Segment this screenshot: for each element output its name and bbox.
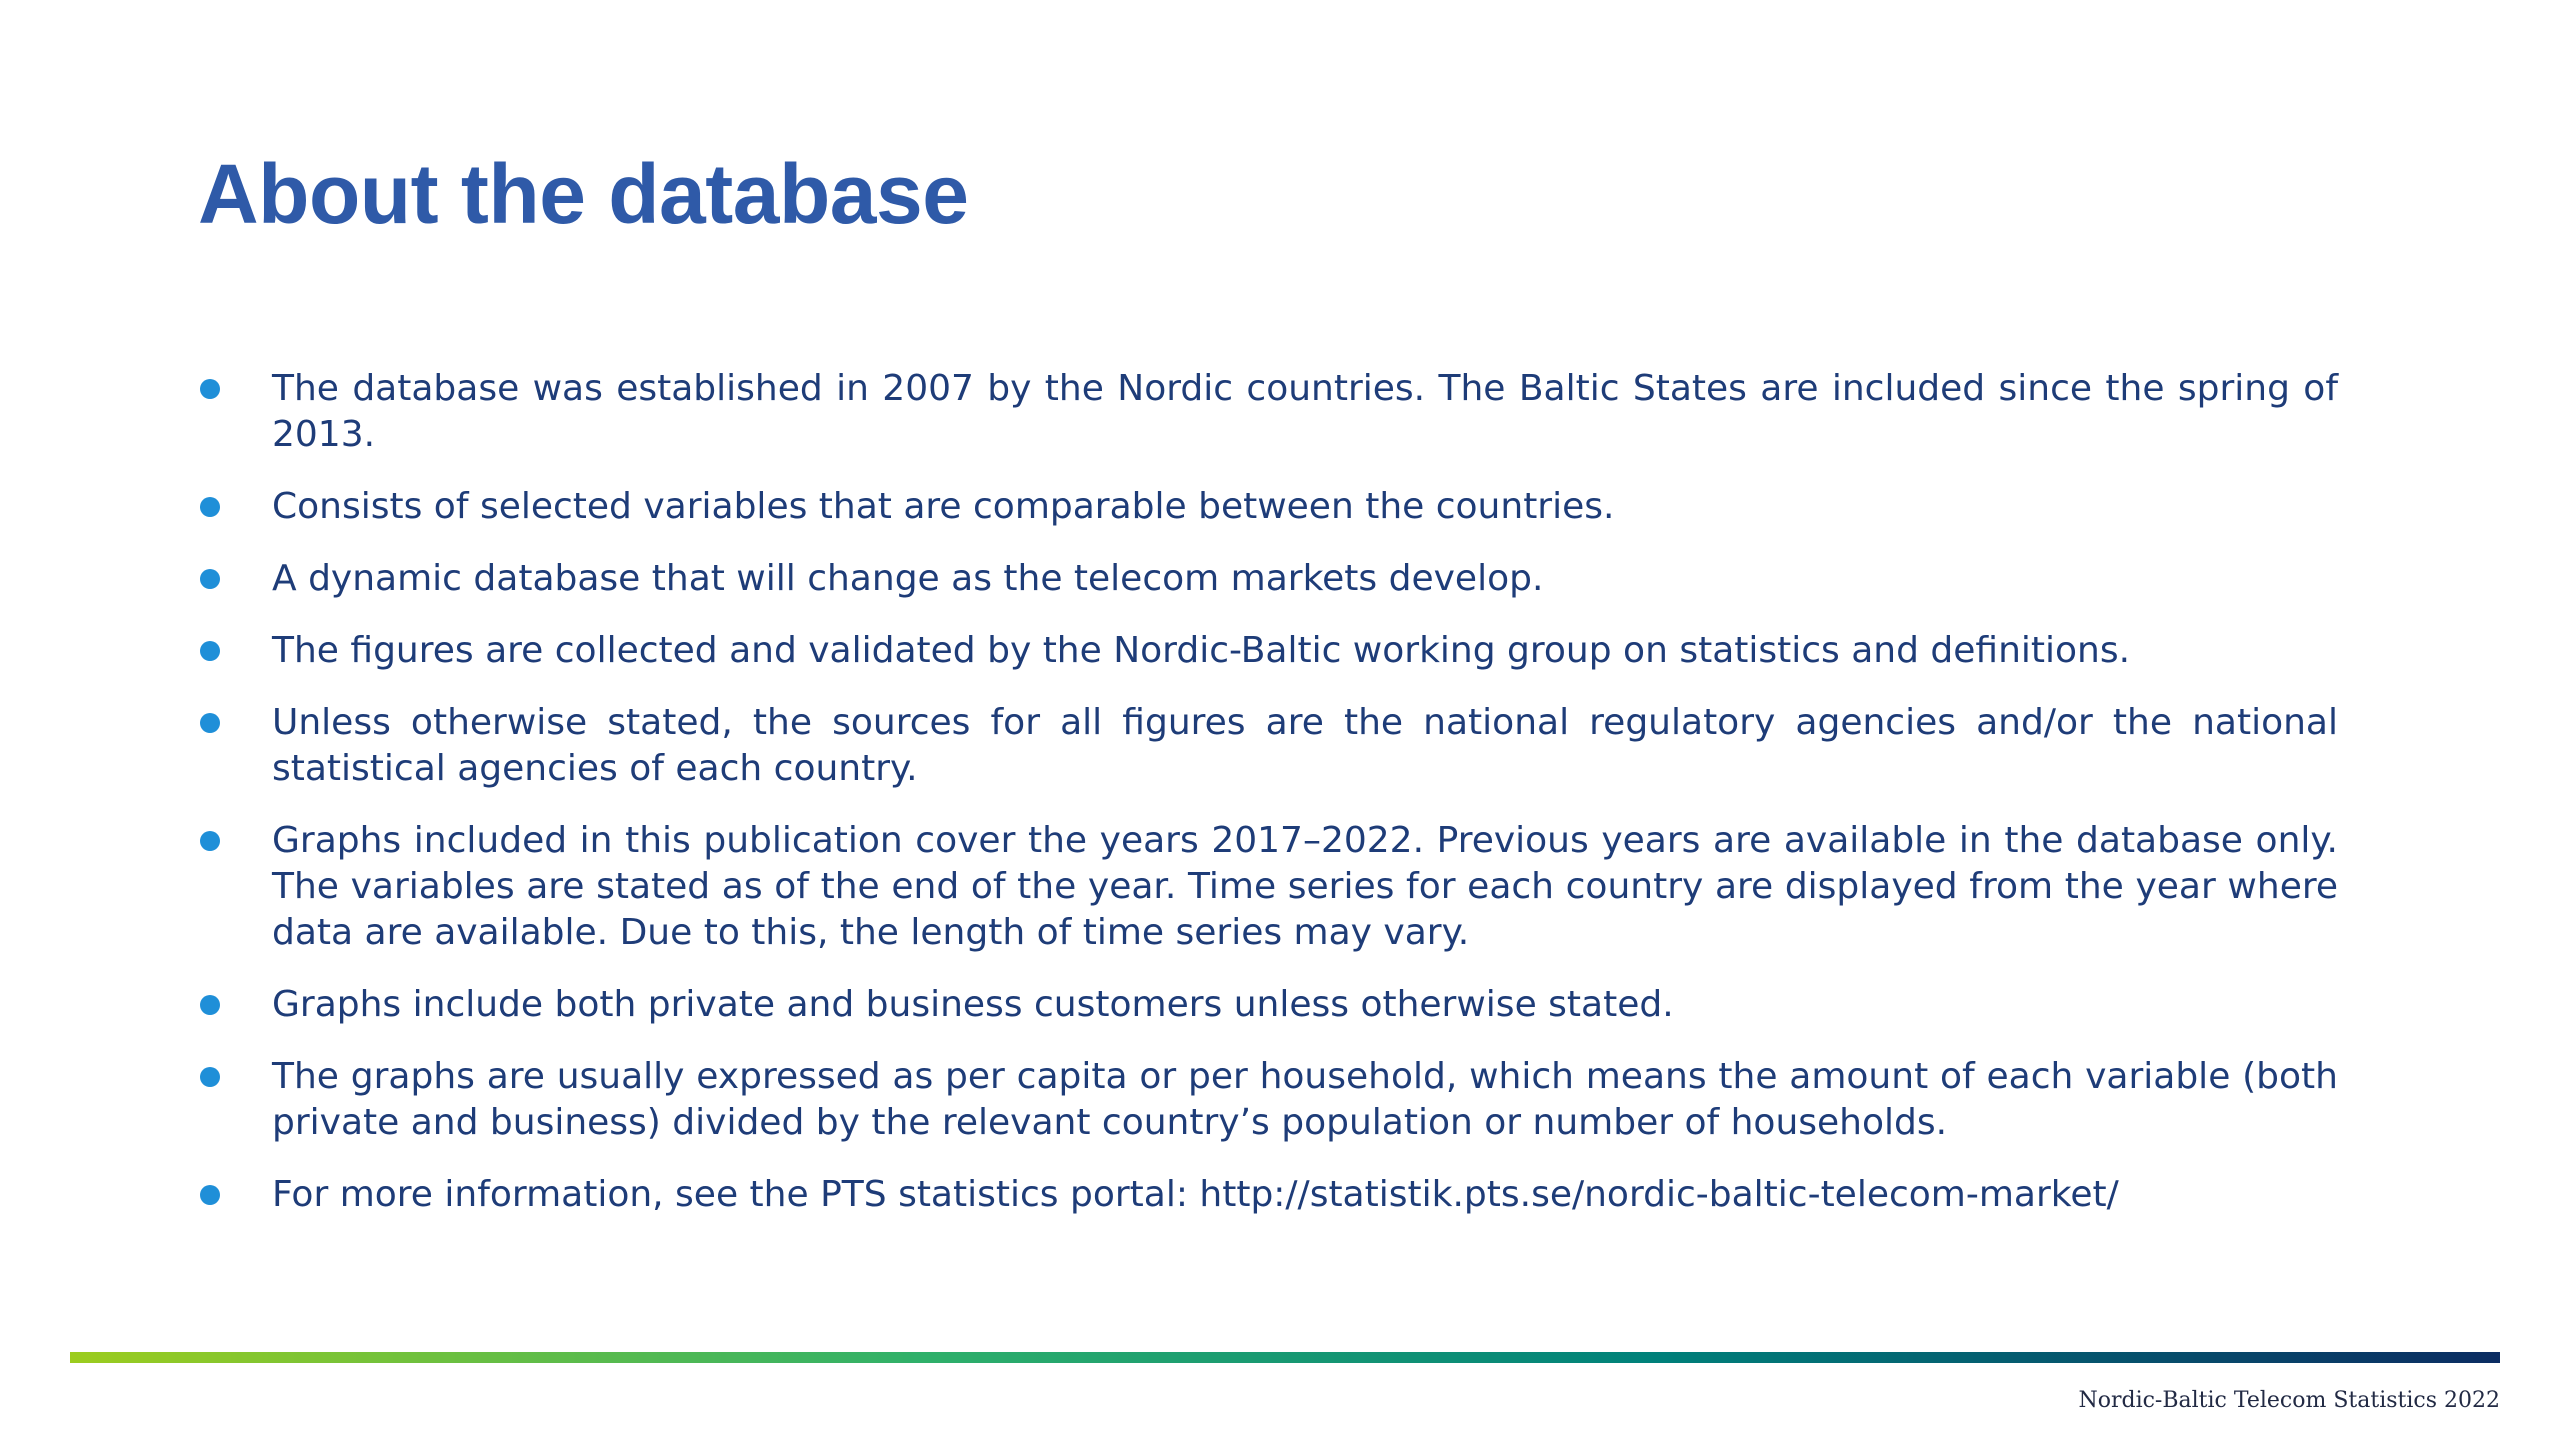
bullet-text: For more information, see the PTS statistics portal: http://statistik.pts.se/nordic-baltic-telecom-market/ — [272, 1174, 2119, 1215]
bullet-text: Graphs included in this publication cover the years 2017–2022. Previous years are available in the database only. The variables are stated as of the end of the year. Time series for each country are displayed from the year where data are available. Due to this, the length of time series may vary. — [272, 820, 2338, 953]
page-title: About the database — [198, 147, 969, 241]
bullet-dot-icon — [200, 831, 220, 851]
bullet-dot-icon — [200, 1185, 220, 1205]
bullet-dot-icon — [200, 497, 220, 517]
bullet-text: The database was established in 2007 by the Nordic countries. The Baltic States are included since the spring of 2013. — [272, 368, 2338, 455]
bullet-item — [198, 818, 2338, 956]
gradient-divider — [70, 1352, 2500, 1363]
bullet-text: A dynamic database that will change as the telecom markets develop. — [272, 558, 1544, 599]
bullet-item — [198, 366, 2338, 458]
bullet-dot-icon — [200, 995, 220, 1015]
bullet-text: The figures are collected and validated by the Nordic-Baltic working group on statistics and definitions. — [272, 630, 2131, 671]
bullet-item — [198, 1054, 2338, 1146]
bullet-item — [198, 484, 2338, 530]
bullet-item — [198, 700, 2338, 792]
bullet-list — [198, 366, 2338, 1244]
bullet-text: Graphs include both private and business customers unless otherwise stated. — [272, 984, 1674, 1025]
bullet-text: Consists of selected variables that are comparable between the countries. — [272, 486, 1615, 527]
bullet-text: Unless otherwise stated, the sources for all figures are the national regulatory agencies and/or the national statistical agencies of each country. — [272, 702, 2338, 789]
footer-caption: Nordic-Baltic Telecom Statistics 2022 — [2078, 1388, 2500, 1413]
bullet-item — [198, 556, 2338, 602]
bullet-dot-icon — [200, 641, 220, 661]
bullet-item — [198, 628, 2338, 674]
bullet-item — [198, 1172, 2338, 1218]
bullet-dot-icon — [200, 379, 220, 399]
bullet-dot-icon — [200, 713, 220, 733]
bullet-dot-icon — [200, 569, 220, 589]
bullet-text: The graphs are usually expressed as per capita or per household, which means the amount of each variable (both private and business) divided by the relevant country’s population or number of households. — [272, 1056, 2338, 1143]
bullet-item — [198, 982, 2338, 1028]
bullet-dot-icon — [200, 1067, 220, 1087]
